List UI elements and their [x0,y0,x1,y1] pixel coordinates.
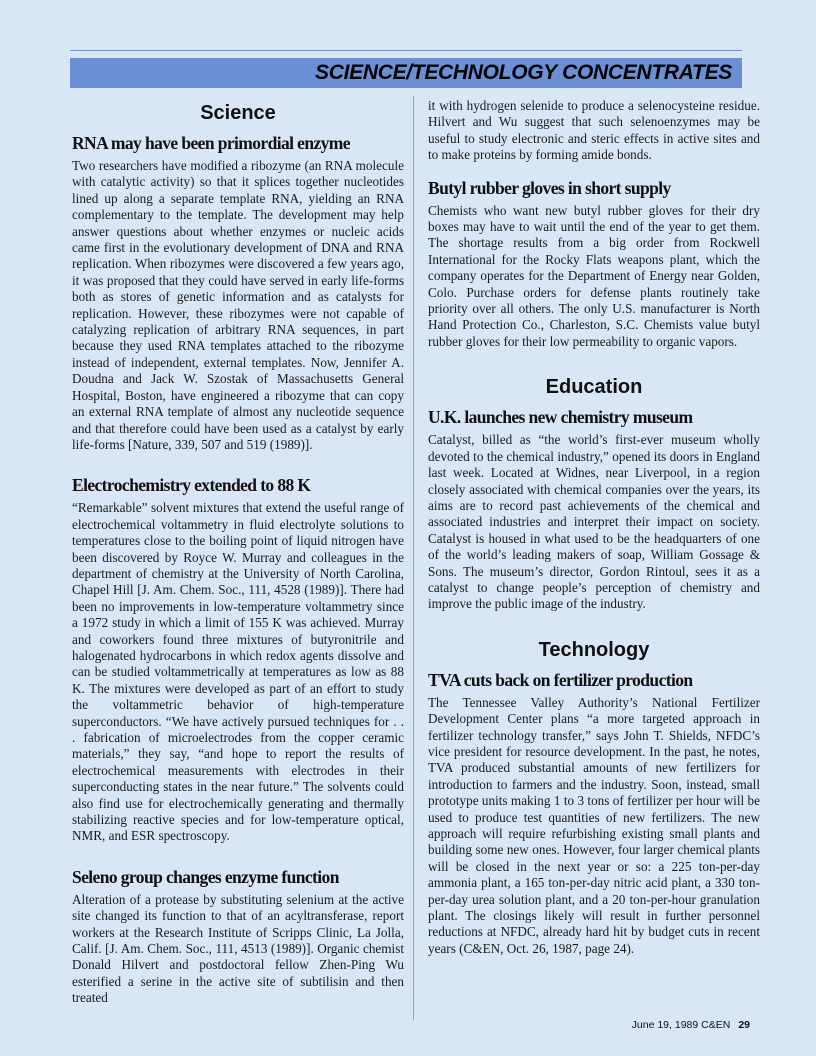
article-title: Seleno group changes enzyme function [72,866,339,887]
banner-title: SCIENCE/TECHNOLOGY CONCENTRATES [315,61,732,84]
article-body: Two researchers have modified a ribozyme (an RNA molecule with catalytic activity) so that it splices together nucleotides lined up along a separate template RNA, yielding an RNA complementary to the template. The development may help answer questions about whether enzymes or nucleic acids came first in the evolutionary development of DNA and RNA replication. When ribozymes were discovered a few years ago, it was proposed that they could have served in early life-forms both as stores of genetic information and as catalysts for replication. However, these ribozymes were not capable of catalyzing replication of arbitrary RNA sequences, in part because they used RNA templates attached to the ribozyme instead of independent, external templates. Now, Jennifer A. Doudna and Jack W. Szostak of Massachusetts General Hospital, Boston, have engineered a ribozyme that can copy an external RNA template of almost any nucleotide sequence and that therefore could have been used as a catalyst by early life-forms [Nature, 339, 507 and 519 (1989)]. [72,158,404,452]
footer-issue: June 19, 1989 C&EN [631,1019,731,1031]
left-column [72,98,404,1007]
article-body-continued: it with hydrogen selenide to produce a selenocysteine residue. Hilvert and Wu suggest that such selenoenzymes may be useful to study electronic and steric effects in active sites and to make proteins by forming amide bonds. [428,98,760,163]
article-body: “Remarkable” solvent mixtures that extend the useful range of electrochemical voltammetry in fluid electrolyte solutions to temperatures close to the boiling point of liquid nitrogen have been discovered by Royce W. Murray and colleagues in the department of chemistry at the University of North Carolina, Chapel Hill [J. Am. Chem. Soc., 111, 4528 (1989)]. There had been no improvements in low-temperature voltammetry since a 1972 study in which a limit of 155 K was achieved. Murray and coworkers found three mixtures of butyronitrile and halogenated hydrocarbons in which redox agents dissolve and can be studied voltammetrically at temperatures as low as 88 K. The mixtures were developed as part of an effort to study the voltammetric behavior of high-temperature superconductors. “We have actively pursued techniques for . . . fabrication of microelectrodes from the copper ceramic materials,” they say, “and hope to report the results of electrochemical measurements with electrodes in their superconducting states in the near future.” The solvents could also find use for electrochemically generating and thermally stabilizing reactive species and for low-temperature optical, NMR, and ESR spectroscopy. [72,500,404,844]
section-banner [70,58,742,88]
page-footer [632,1019,750,1031]
article-title: Electrochemistry extended to 88 K [72,475,311,496]
article-body: Alteration of a protease by substituting selenium at the active site changed its function to that of an acyltransferase, report workers at the Research Institute of Scripps Clinic, La Jolla, Calif. [J. Am. Chem. Soc., 111, 4513 (1989)]. Organic chemist Donald Hilvert and postdoctoral fellow Zhen-Ping Wu esterified a serine in the active site of subtilisin and then treated [72,891,404,1006]
article-title: RNA may have been primordial enzyme [72,133,350,153]
article-body: Catalyst, billed as “the world’s first-ever museum wholly devoted to the chemical industry,” opened its doors in England last week. Located at Widnes, near Liverpool, in a region closely associated with chemical companies over the years, its aims are to record past achievements of the chemical and associated industries and interpret their impact on society. Catalyst is housed in what used to be the headquarters of one of the world’s leading makers of soap, William Gossage & Sons. The museum’s director, Gordon Rintoul, sees it as a catalyst to change people’s perception of chemistry and improve the public image of the industry. [428,432,760,612]
article-title: TVA cuts back on fertilizer production [428,669,693,690]
section-heading-education: Education [545,376,643,399]
banner-rule-top [70,50,742,51]
article-title: Butyl rubber gloves in short supply [428,177,671,198]
section-heading-technology: Technology [538,638,650,661]
article-body: Chemists who want new butyl rubber gloves for their dry boxes may have to wait until the end of the year to get them. The shortage results from a big order from Rockwell International for the Rocky Flats weapons plant, which the company operates for the Department of Energy near Golden, Colo. Purchase orders for defense plants routinely take priority over all others. The only U.S. manufacturer is North Hand Protection Co., Charleston, S.C. Chemists value butyl rubber gloves for their low permeability to organic vapors. [428,202,760,349]
article-title: U.K. launches new chemistry museum [428,407,693,428]
section-heading-science: Science [200,102,276,124]
right-column [428,98,760,957]
column-divider [413,96,414,1020]
page-number: 29 [738,1019,750,1031]
article-body: The Tennessee Valley Authority’s National Fertilizer Development Center plans “a more targeted approach in fertilizer technology transfer,” says John T. Shields, NFDC’s vice president for resource development. In the past, he notes, TVA produced substantial amounts of new fertilizers for introduction to farmers and the industry. Soon, instead, small prototype units making 1 to 3 tons of fertilizer per hour will be used to produce test quantities of new fertilizers. The new approach will require refurbishing existing small plants and building some new ones. However, four larger chemical plants will be closed in the next year or so: a 225 ton-per-day ammonia plant, a 165 ton-per-day nitric acid plant, a 330 ton-per-day urea solution plant, and a 20 ton-per-hour granulation plant. The closings likely will result in further personnel reductions at NFDC, already hard hit by budget cuts in recent years (C&EN, Oct. 26, 1987, page 24). [428,694,760,956]
